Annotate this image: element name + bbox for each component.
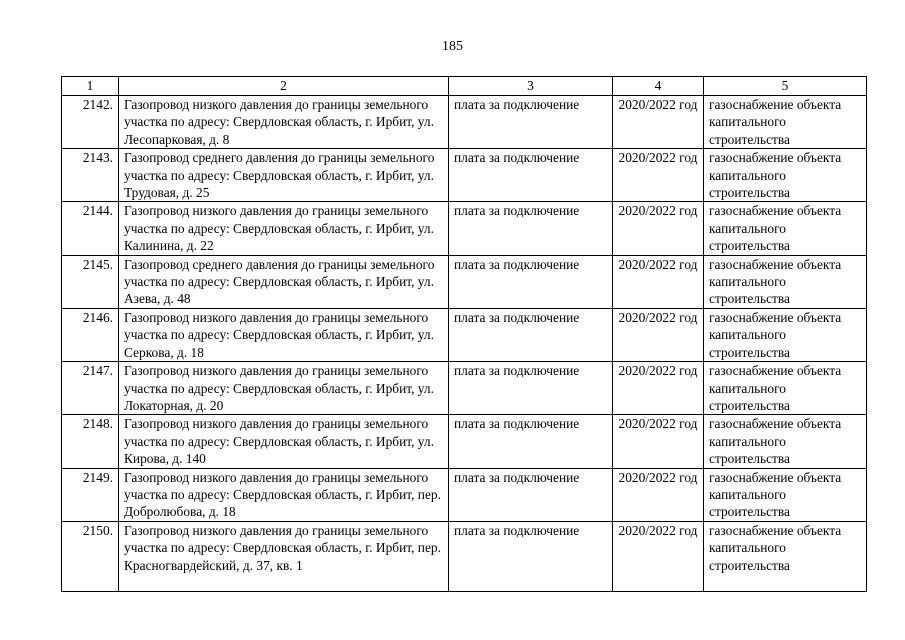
object-name: Газопровод низкого давления до границы земельного участка по адресу: Свердловская область, г. Ирбит, ул. Локаторная, д. 20 [119, 362, 449, 415]
row-number: 2143. [62, 149, 119, 202]
object-purpose: газоснабжение объекта капитального строительства [704, 468, 867, 521]
row-number: 2149. [62, 468, 119, 521]
funding-source: плата за подключение [449, 362, 613, 415]
implementation-period: 2020/2022 год [613, 362, 704, 415]
funding-source: плата за подключение [449, 96, 613, 149]
funding-source: плата за подключение [449, 149, 613, 202]
page-number: 185 [442, 39, 463, 54]
header-col-3: 3 [449, 77, 613, 96]
row-number: 2147. [62, 362, 119, 415]
object-purpose: газоснабжение объекта капитального строительства [704, 521, 867, 591]
table-row [62, 415, 867, 468]
header-col-5: 5 [704, 77, 867, 96]
table-row [62, 308, 867, 361]
table-body [62, 96, 867, 592]
implementation-period: 2020/2022 год [613, 468, 704, 521]
header-col-4: 4 [613, 77, 704, 96]
table-row [62, 149, 867, 202]
object-name: Газопровод низкого давления до границы земельного участка по адресу: Свердловская область, г. Ирбит, ул. Калинина, д. 22 [119, 202, 449, 255]
object-purpose: газоснабжение объекта капитального строительства [704, 415, 867, 468]
table-row [62, 362, 867, 415]
header-col-2: 2 [119, 77, 449, 96]
implementation-period: 2020/2022 год [613, 415, 704, 468]
object-name: Газопровод низкого давления до границы земельного участка по адресу: Свердловская область, г. Ирбит, ул. Кирова, д. 140 [119, 415, 449, 468]
object-purpose: газоснабжение объекта капитального строительства [704, 362, 867, 415]
object-name: Газопровод низкого давления до границы земельного участка по адресу: Свердловская область, г. Ирбит, пер. Красногвардейский, д. 37, кв. 1 [119, 521, 449, 591]
object-purpose: газоснабжение объекта капитального строительства [704, 149, 867, 202]
row-number: 2144. [62, 202, 119, 255]
funding-source: плата за подключение [449, 202, 613, 255]
row-number: 2146. [62, 308, 119, 361]
funding-source: плата за подключение [449, 255, 613, 308]
table-row [62, 96, 867, 149]
implementation-period: 2020/2022 год [613, 96, 704, 149]
row-number: 2142. [62, 96, 119, 149]
implementation-period: 2020/2022 год [613, 308, 704, 361]
implementation-period: 2020/2022 год [613, 255, 704, 308]
table-header-row [62, 77, 867, 96]
object-purpose: газоснабжение объекта капитального строительства [704, 255, 867, 308]
implementation-period: 2020/2022 год [613, 521, 704, 591]
table-row [62, 255, 867, 308]
object-purpose: газоснабжение объекта капитального строительства [704, 96, 867, 149]
object-name: Газопровод низкого давления до границы земельного участка по адресу: Свердловская область, г. Ирбит, ул. Серкова, д. 18 [119, 308, 449, 361]
object-name: Газопровод низкого давления до границы земельного участка по адресу: Свердловская область, г. Ирбит, пер. Добролюбова, д. 18 [119, 468, 449, 521]
implementation-period: 2020/2022 год [613, 202, 704, 255]
row-number: 2148. [62, 415, 119, 468]
investment-table [61, 76, 867, 592]
table-row [62, 521, 867, 591]
header-col-1: 1 [62, 77, 119, 96]
object-name: Газопровод среднего давления до границы земельного участка по адресу: Свердловская область, г. Ирбит, ул. Азева, д. 48 [119, 255, 449, 308]
funding-source: плата за подключение [449, 521, 613, 591]
table-row [62, 202, 867, 255]
row-number: 2145. [62, 255, 119, 308]
funding-source: плата за подключение [449, 468, 613, 521]
object-name: Газопровод низкого давления до границы земельного участка по адресу: Свердловская область, г. Ирбит, ул. Лесопарковая, д. 8 [119, 96, 449, 149]
table-row [62, 468, 867, 521]
row-number: 2150. [62, 521, 119, 591]
implementation-period: 2020/2022 год [613, 149, 704, 202]
object-purpose: газоснабжение объекта капитального строительства [704, 308, 867, 361]
object-name: Газопровод среднего давления до границы земельного участка по адресу: Свердловская область, г. Ирбит, ул. Трудовая, д. 25 [119, 149, 449, 202]
object-purpose: газоснабжение объекта капитального строительства [704, 202, 867, 255]
funding-source: плата за подключение [449, 308, 613, 361]
funding-source: плата за подключение [449, 415, 613, 468]
table-header [62, 77, 867, 96]
